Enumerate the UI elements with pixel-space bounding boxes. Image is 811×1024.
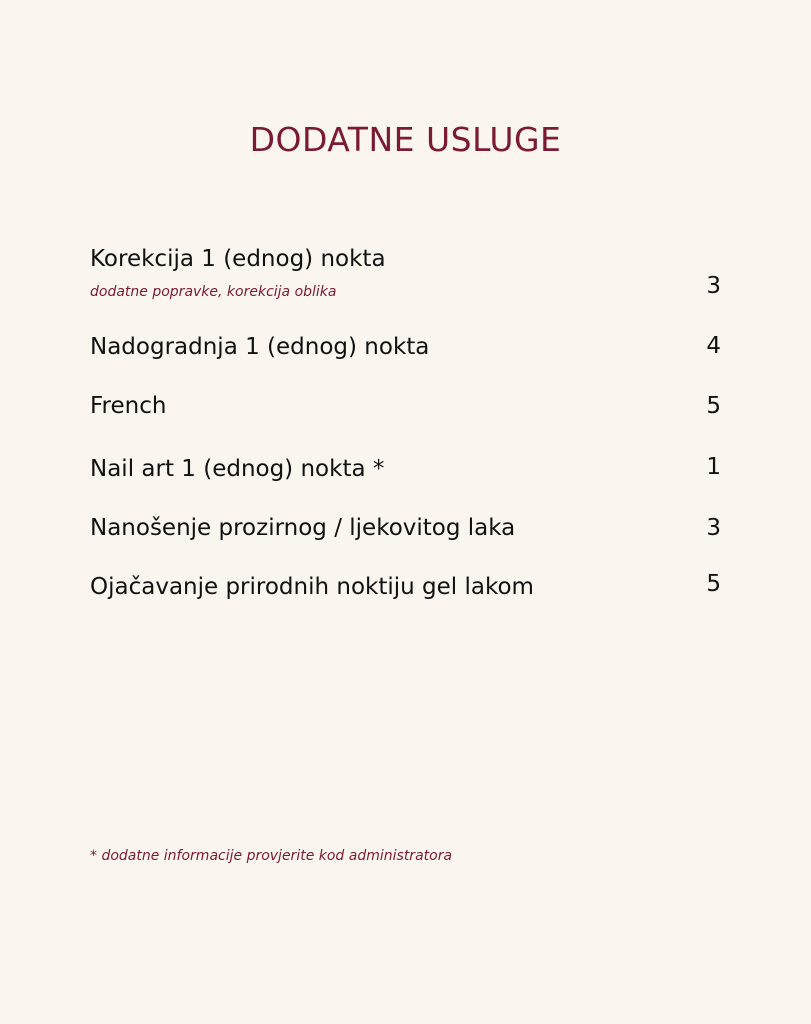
item-name: Nadogradnja 1 (ednog) nokta [90, 334, 430, 360]
footnote: * dodatne informacije provjerite kod administratora [90, 848, 453, 864]
item-price: 1 [706, 454, 721, 480]
item-description: dodatne popravke, korekcija oblika [90, 284, 337, 300]
item-name: French [90, 393, 167, 419]
item-price: 3 [706, 515, 721, 541]
item-price: 4 [706, 333, 721, 359]
item-name: Korekcija 1 (ednog) nokta [90, 246, 386, 272]
item-price: 5 [706, 393, 721, 419]
item-name: Nanošenje prozirnog / ljekovitog laka [90, 515, 516, 541]
item-name: Ojačavanje prirodnih noktiju gel lakom [90, 574, 534, 600]
item-price: 3 [706, 273, 721, 299]
item-price: 5 [706, 571, 721, 597]
item-name: Nail art 1 (ednog) nokta * [90, 456, 385, 482]
page-title: DODATNE USLUGE [249, 120, 562, 159]
